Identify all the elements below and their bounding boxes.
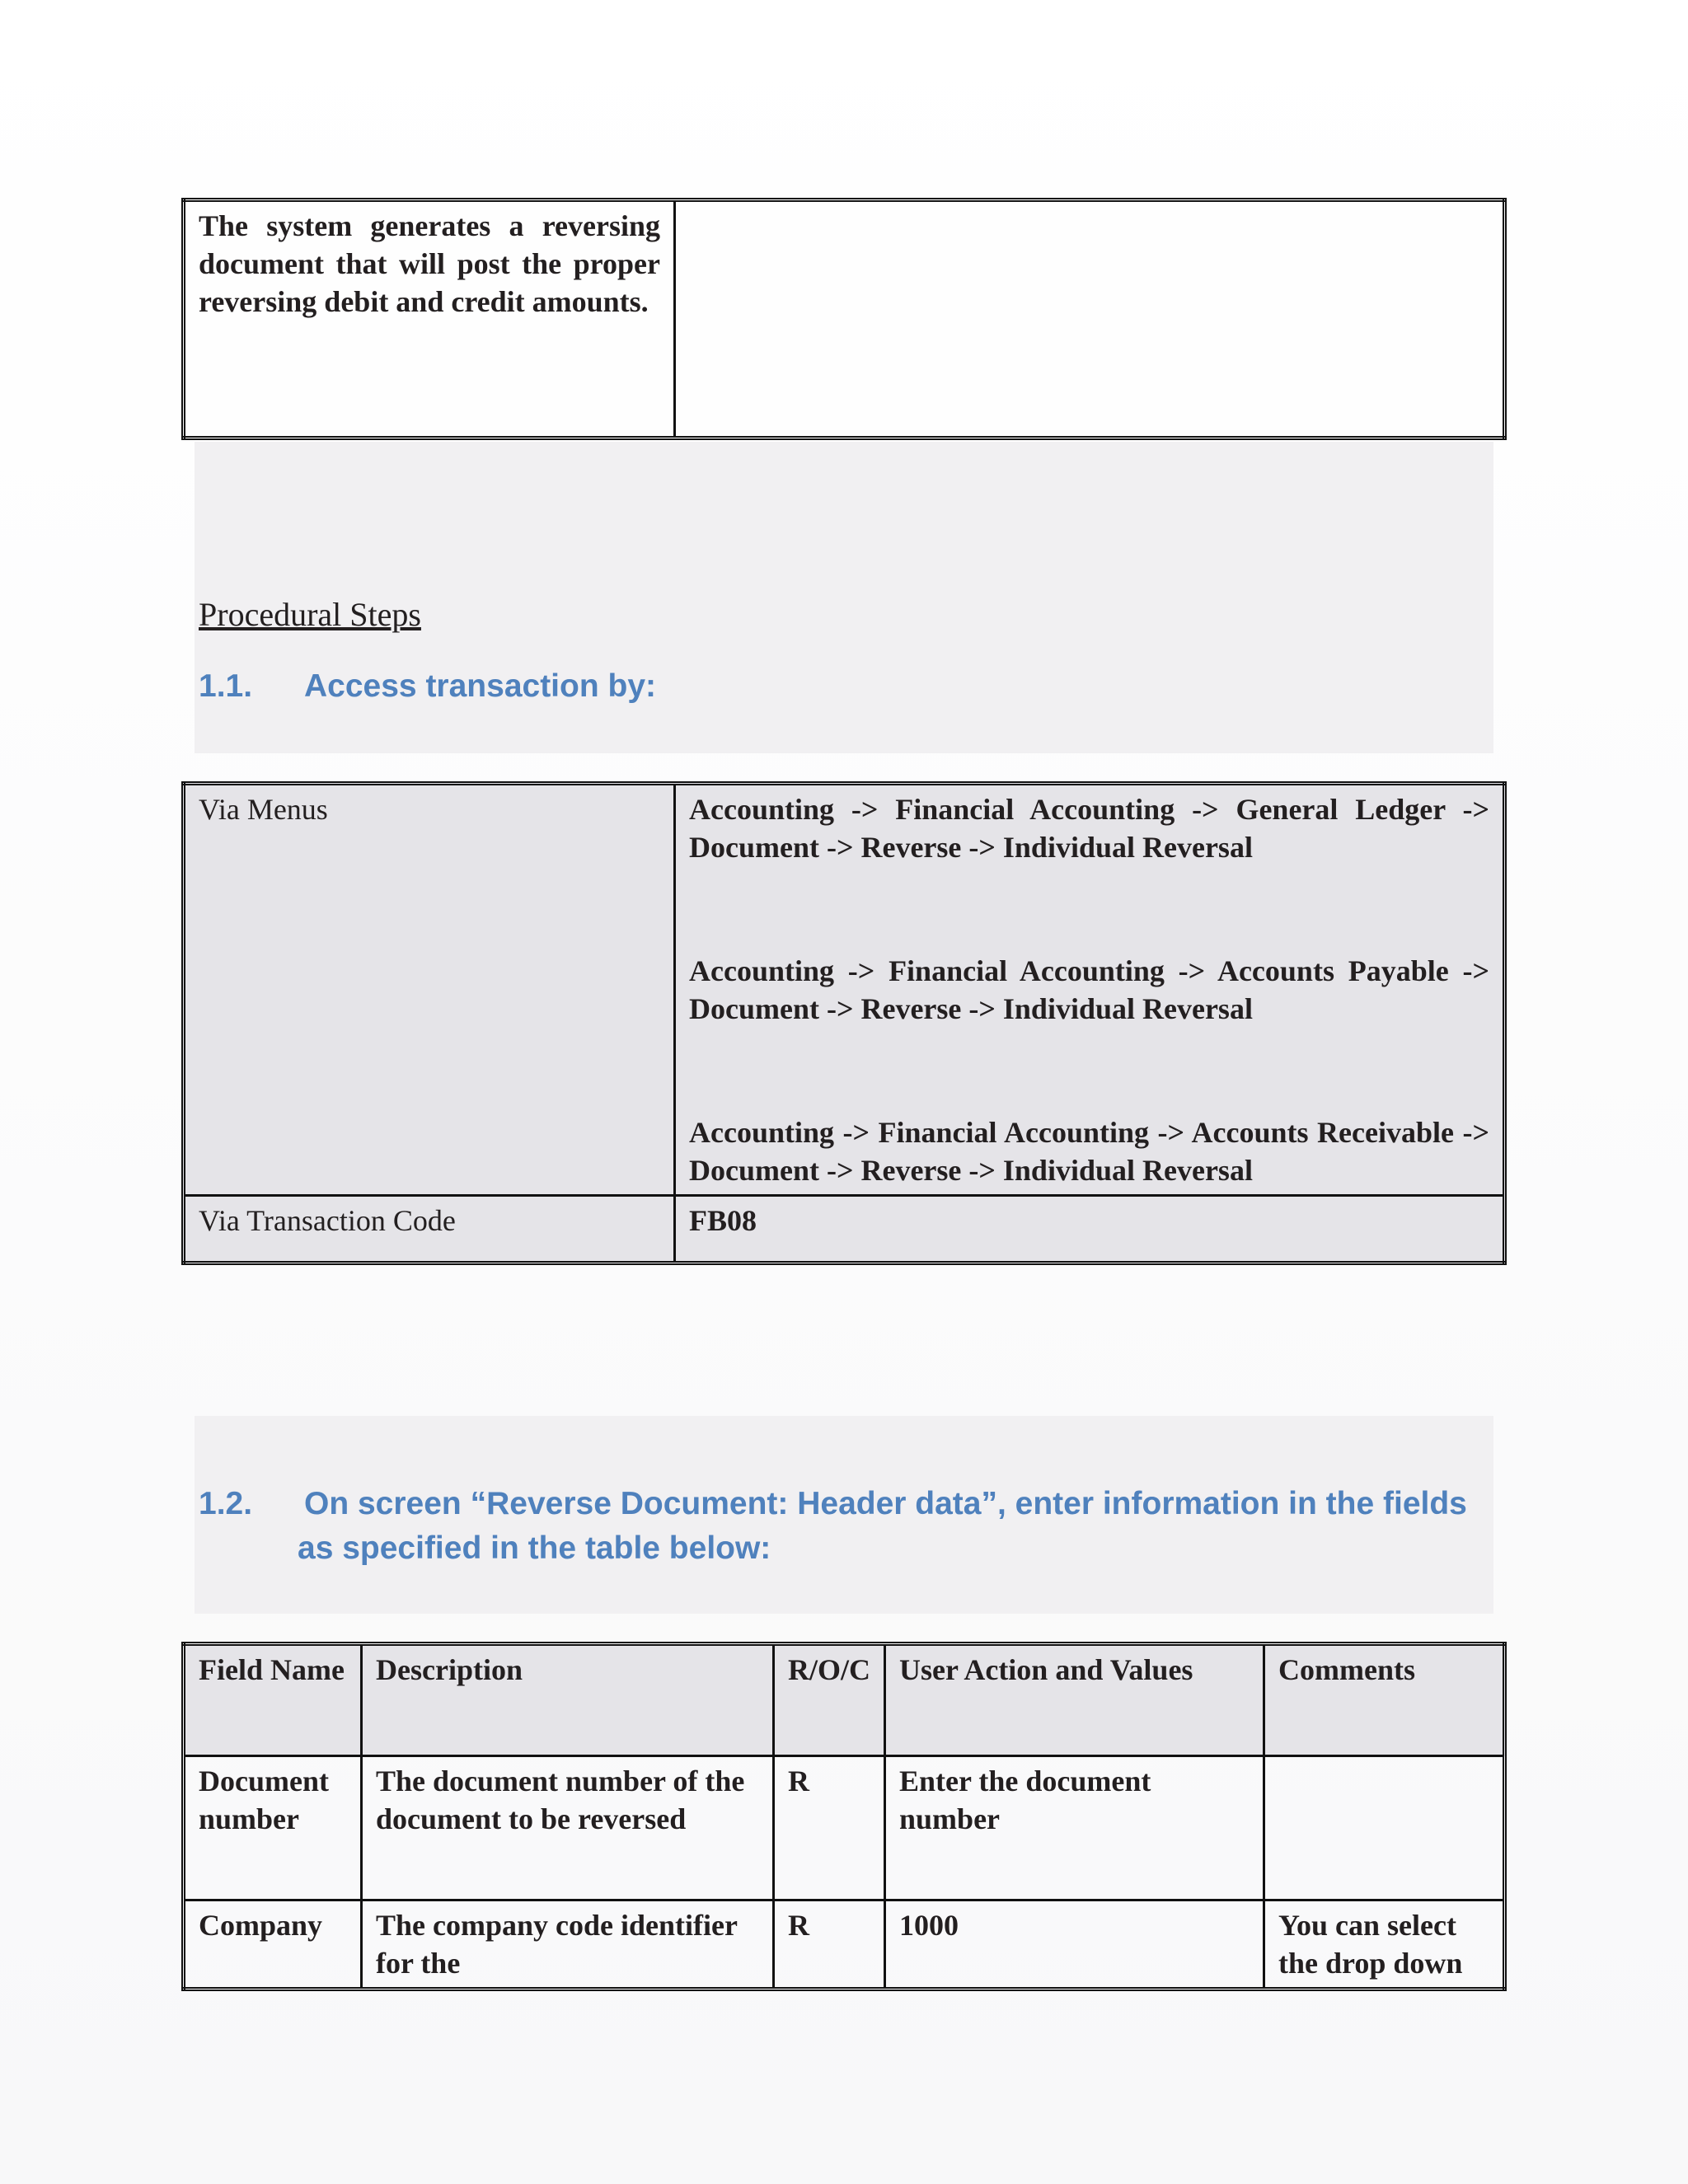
table-row [184, 1900, 1505, 1990]
table-cell: 1000 [885, 1900, 1264, 1990]
table-cell: The company code identifier for the [362, 1900, 774, 1990]
column-header: Field Name [184, 1644, 362, 1756]
column-header: R/O/C [774, 1644, 885, 1756]
table-row [184, 1756, 1505, 1900]
section-number: 1.2. [199, 1486, 253, 1521]
column-header: Comments [1264, 1644, 1505, 1756]
table-cell: The system generates a reversing document that will post the proper reversing debit and credit amounts. [184, 200, 675, 438]
table-cell: Enter the document number [885, 1756, 1264, 1900]
table-cell: Company [184, 1900, 362, 1990]
section-title-line1: On screen “Reverse Document: Header data”, enter information in the fields [304, 1486, 1467, 1521]
top-table [181, 198, 1507, 440]
table-cell: The document number of the document to be reversed [362, 1756, 774, 1900]
section-heading-1-1 [199, 664, 656, 709]
transaction-code: FB08 [675, 1196, 1505, 1263]
table-cell: R [774, 1900, 885, 1990]
table-cell: Via Transaction Code [184, 1196, 675, 1263]
section-title-line2: as specified in the table below: [298, 1530, 771, 1566]
table-cell: You can select the drop down [1264, 1900, 1505, 1990]
section-title: Access transaction by: [304, 668, 657, 704]
menu-path: Accounting -> Financial Accounting -> Accounts Receivable -> Document -> Reverse -> Individual Reversal [689, 1116, 1489, 1187]
menu-path: Accounting -> Financial Accounting -> General Ledger -> Document -> Reverse -> Individual Reversal [689, 793, 1489, 864]
table-cell [1264, 1756, 1505, 1900]
table-cell: R [774, 1756, 885, 1900]
column-header: Description [362, 1644, 774, 1756]
field-table [181, 1642, 1507, 1991]
section-number: 1.1. [199, 668, 253, 704]
table-row [184, 200, 1505, 438]
menu-paths-cell [675, 784, 1505, 1196]
table-cell [675, 200, 1505, 438]
table-cell: Via Menus [184, 784, 675, 1196]
table-row [184, 784, 1505, 1196]
procedural-steps-heading: Procedural Steps [199, 596, 421, 633]
access-table [181, 781, 1507, 1265]
table-header-row [184, 1644, 1505, 1756]
menu-path: Accounting -> Financial Accounting -> Accounts Payable -> Document -> Reverse -> Individual Reversal [689, 954, 1489, 1025]
table-row [184, 1196, 1505, 1263]
column-header: User Action and Values [885, 1644, 1264, 1756]
table-cell: Document number [184, 1756, 362, 1900]
section-heading-1-2 [199, 1482, 1493, 1571]
